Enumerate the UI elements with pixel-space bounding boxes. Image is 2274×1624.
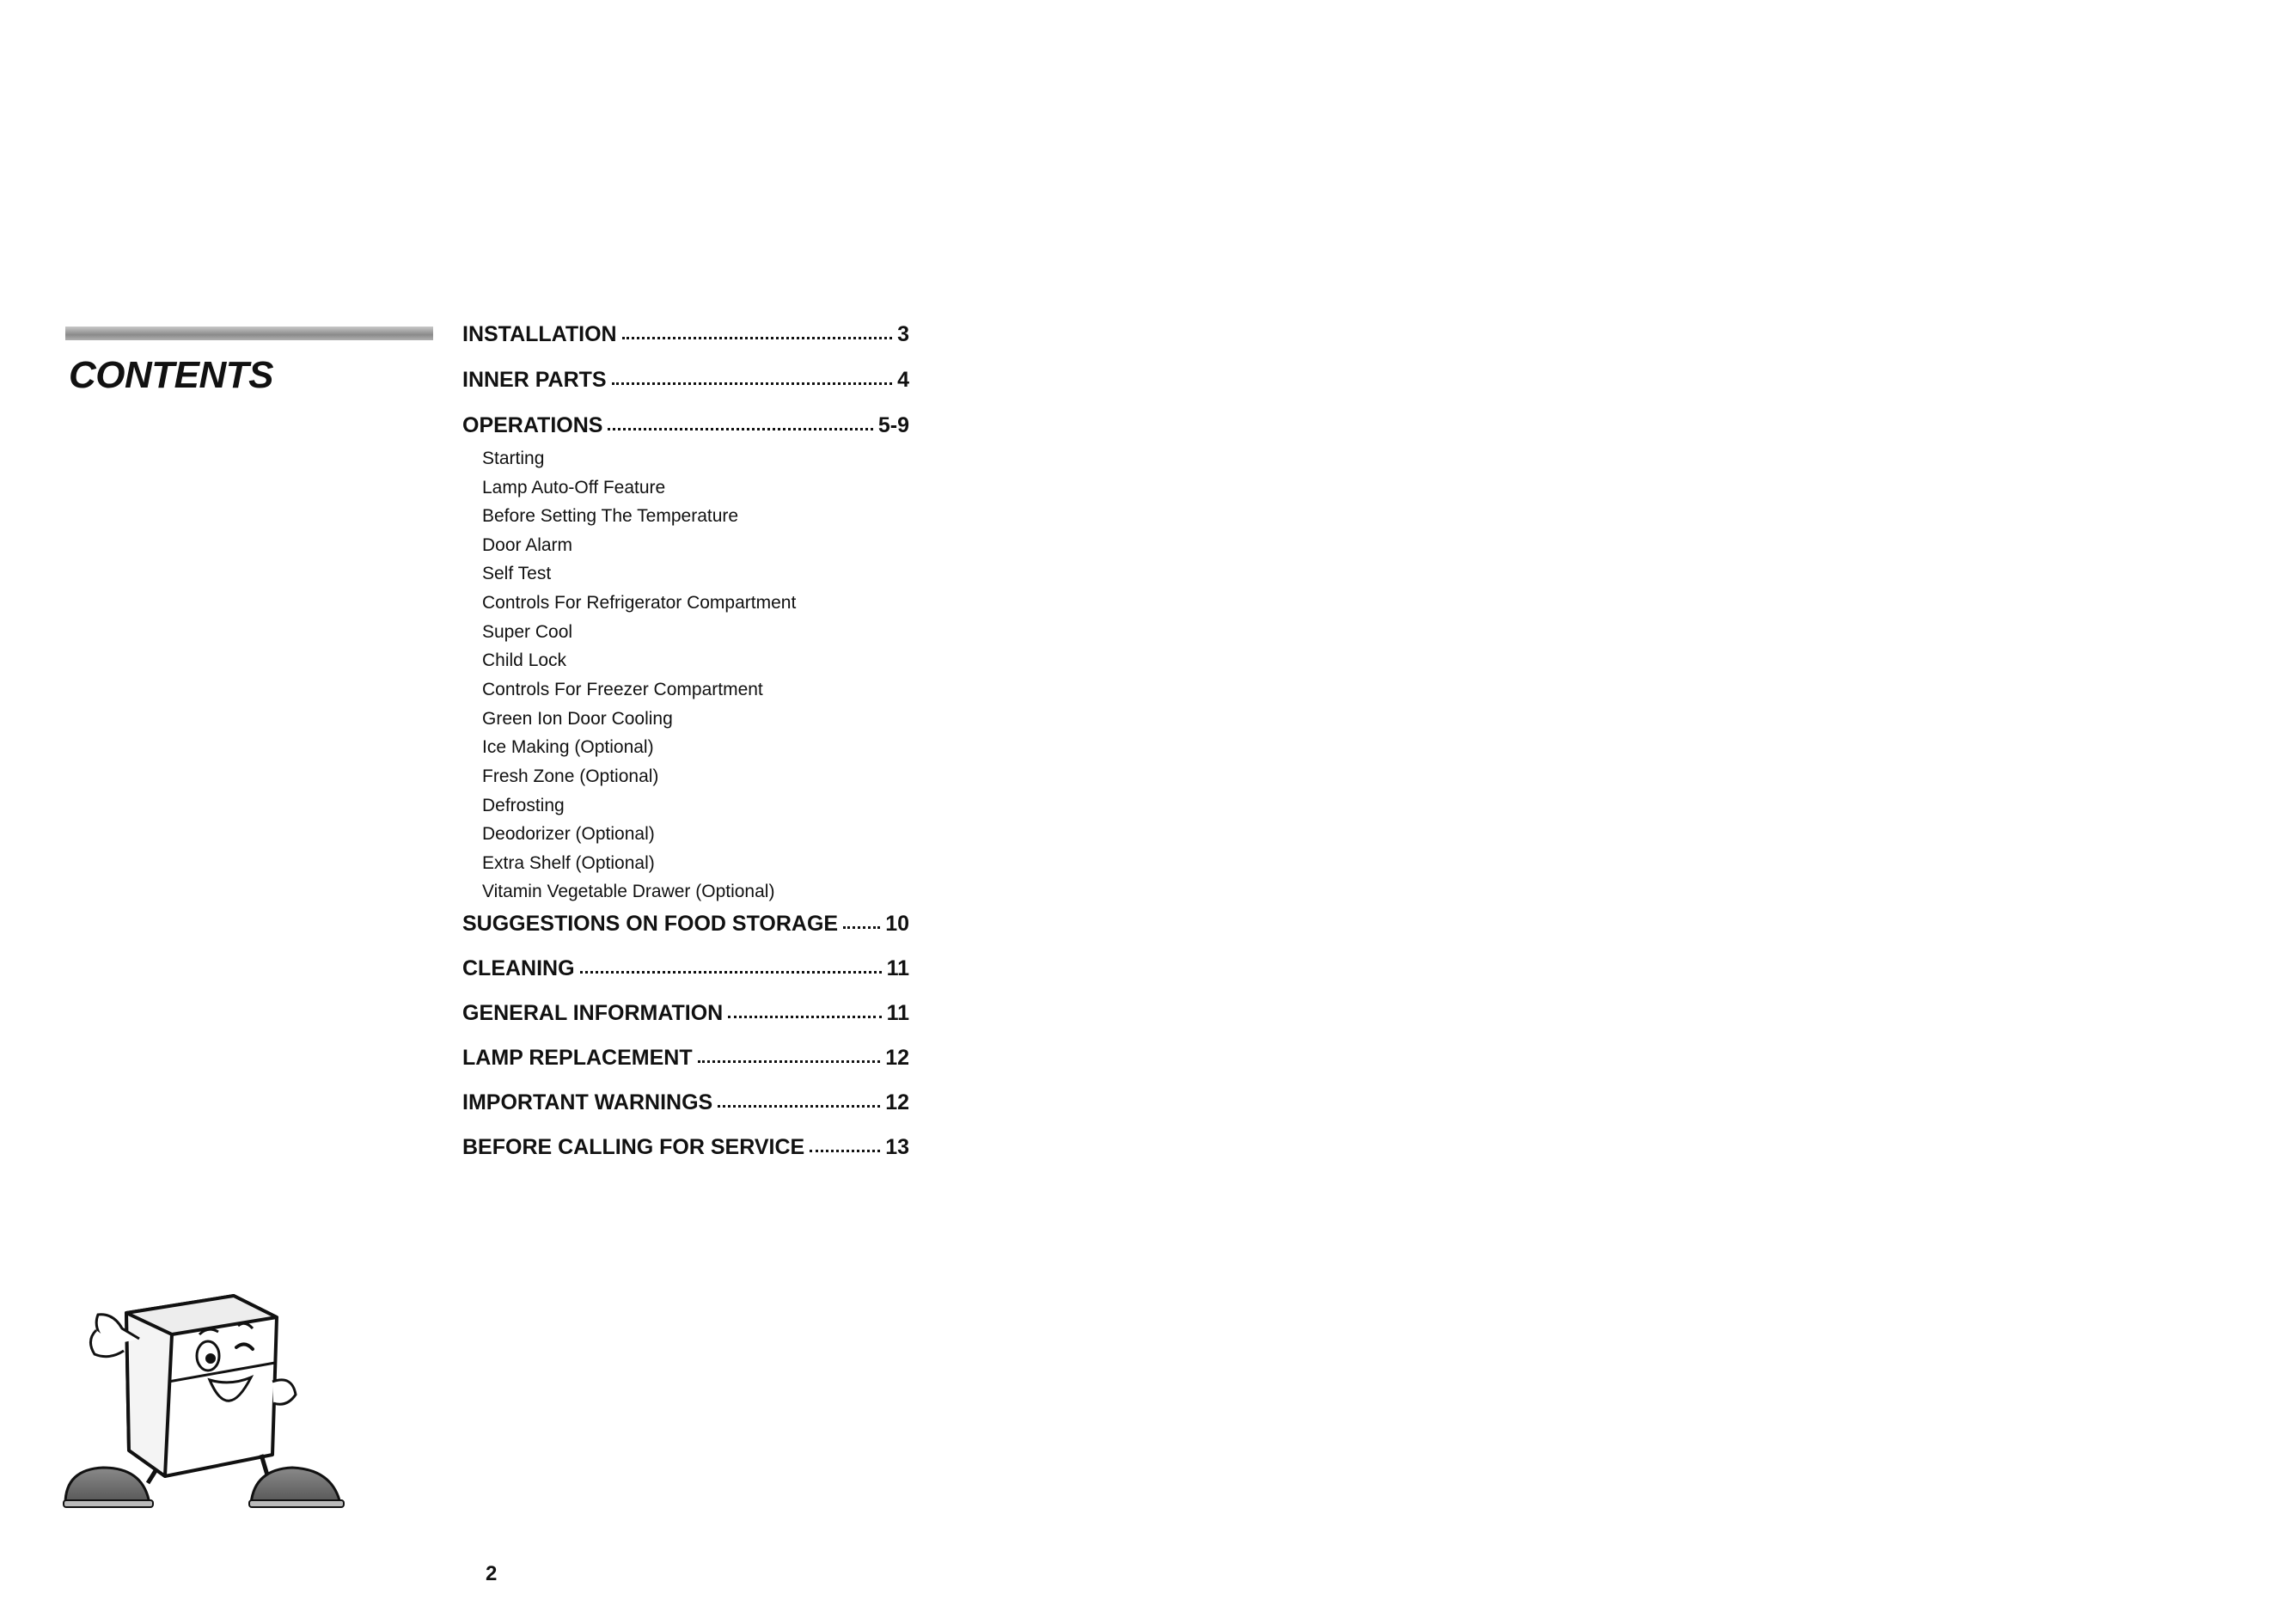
toc-subentry[interactable]: Controls For Freezer Compartment xyxy=(482,680,763,699)
toc-entry-installation[interactable] xyxy=(462,322,909,353)
toc-entry-page: 3 xyxy=(897,322,909,346)
title-rule xyxy=(65,327,433,340)
toc-subentry[interactable]: Child Lock xyxy=(482,650,567,670)
toc-subentry[interactable]: Vitamin Vegetable Drawer (Optional) xyxy=(482,882,775,901)
page-title: CONTENTS xyxy=(69,354,273,396)
toc-subentry[interactable]: Deodorizer (Optional) xyxy=(482,824,655,844)
toc-entry-label: SUGGESTIONS ON FOOD STORAGE xyxy=(462,912,839,936)
dot-leader xyxy=(698,1059,881,1063)
toc-entry-page: 11 xyxy=(886,956,909,980)
toc-entry-page: 13 xyxy=(885,1135,909,1159)
dot-leader xyxy=(622,336,892,339)
toc-entry-operations[interactable] xyxy=(462,413,909,444)
toc-entry-label: BEFORE CALLING FOR SERVICE xyxy=(462,1135,805,1159)
toc-entry-page: 12 xyxy=(885,1046,909,1070)
toc-subentry[interactable]: Super Cool xyxy=(482,622,573,642)
toc-entry-page: 12 xyxy=(885,1090,909,1114)
toc-subentry[interactable]: Controls For Refrigerator Compartment xyxy=(482,593,797,613)
page-number: 2 xyxy=(486,1562,498,1585)
toc-entry-label: GENERAL INFORMATION xyxy=(462,1001,724,1025)
dot-leader xyxy=(612,382,892,385)
toc-subentry[interactable]: Lamp Auto-Off Feature xyxy=(482,478,666,498)
toc-entry-lamp-replacement[interactable] xyxy=(462,1046,909,1077)
dot-leader xyxy=(728,1015,881,1018)
toc-subentry[interactable]: Fresh Zone (Optional) xyxy=(482,766,659,786)
toc-entry-before-calling-service[interactable] xyxy=(462,1135,909,1166)
toc-entry-food-storage[interactable] xyxy=(462,912,909,943)
toc-entry-page: 11 xyxy=(886,1001,909,1025)
toc-entry-label: IMPORTANT WARNINGS xyxy=(462,1090,713,1114)
toc-subentry[interactable]: Starting xyxy=(482,449,545,468)
toc-subentry[interactable]: Before Setting The Temperature xyxy=(482,506,739,526)
dot-leader xyxy=(608,427,872,430)
toc-entry-cleaning[interactable] xyxy=(462,956,909,987)
toc-entry-inner-parts[interactable] xyxy=(462,368,909,399)
toc-entry-label: LAMP REPLACEMENT xyxy=(462,1046,693,1070)
dot-leader xyxy=(810,1149,880,1152)
refrigerator-mascot-icon xyxy=(62,1279,351,1512)
toc-entry-label: INNER PARTS xyxy=(462,368,607,392)
toc-subentry[interactable]: Defrosting xyxy=(482,796,565,815)
toc-entry-label: INSTALLATION xyxy=(462,322,617,346)
toc-subentry[interactable]: Extra Shelf (Optional) xyxy=(482,853,655,873)
toc-entry-page: 4 xyxy=(897,368,909,392)
toc-subentry[interactable]: Ice Making (Optional) xyxy=(482,737,654,757)
toc-entry-page: 5-9 xyxy=(877,413,909,437)
toc-subentry[interactable]: Green Ion Door Cooling xyxy=(482,709,673,729)
toc-subentry[interactable]: Door Alarm xyxy=(482,535,573,555)
toc-subentry[interactable]: Self Test xyxy=(482,564,552,583)
dot-leader xyxy=(580,970,882,974)
toc-entry-page: 10 xyxy=(885,912,909,936)
dot-leader xyxy=(718,1104,880,1108)
toc-entry-label: OPERATIONS xyxy=(462,413,603,437)
toc-entry-label: CLEANING xyxy=(462,956,575,980)
dot-leader xyxy=(843,925,880,929)
toc-entry-general-information[interactable] xyxy=(462,1001,909,1032)
toc-entry-important-warnings[interactable] xyxy=(462,1090,909,1121)
